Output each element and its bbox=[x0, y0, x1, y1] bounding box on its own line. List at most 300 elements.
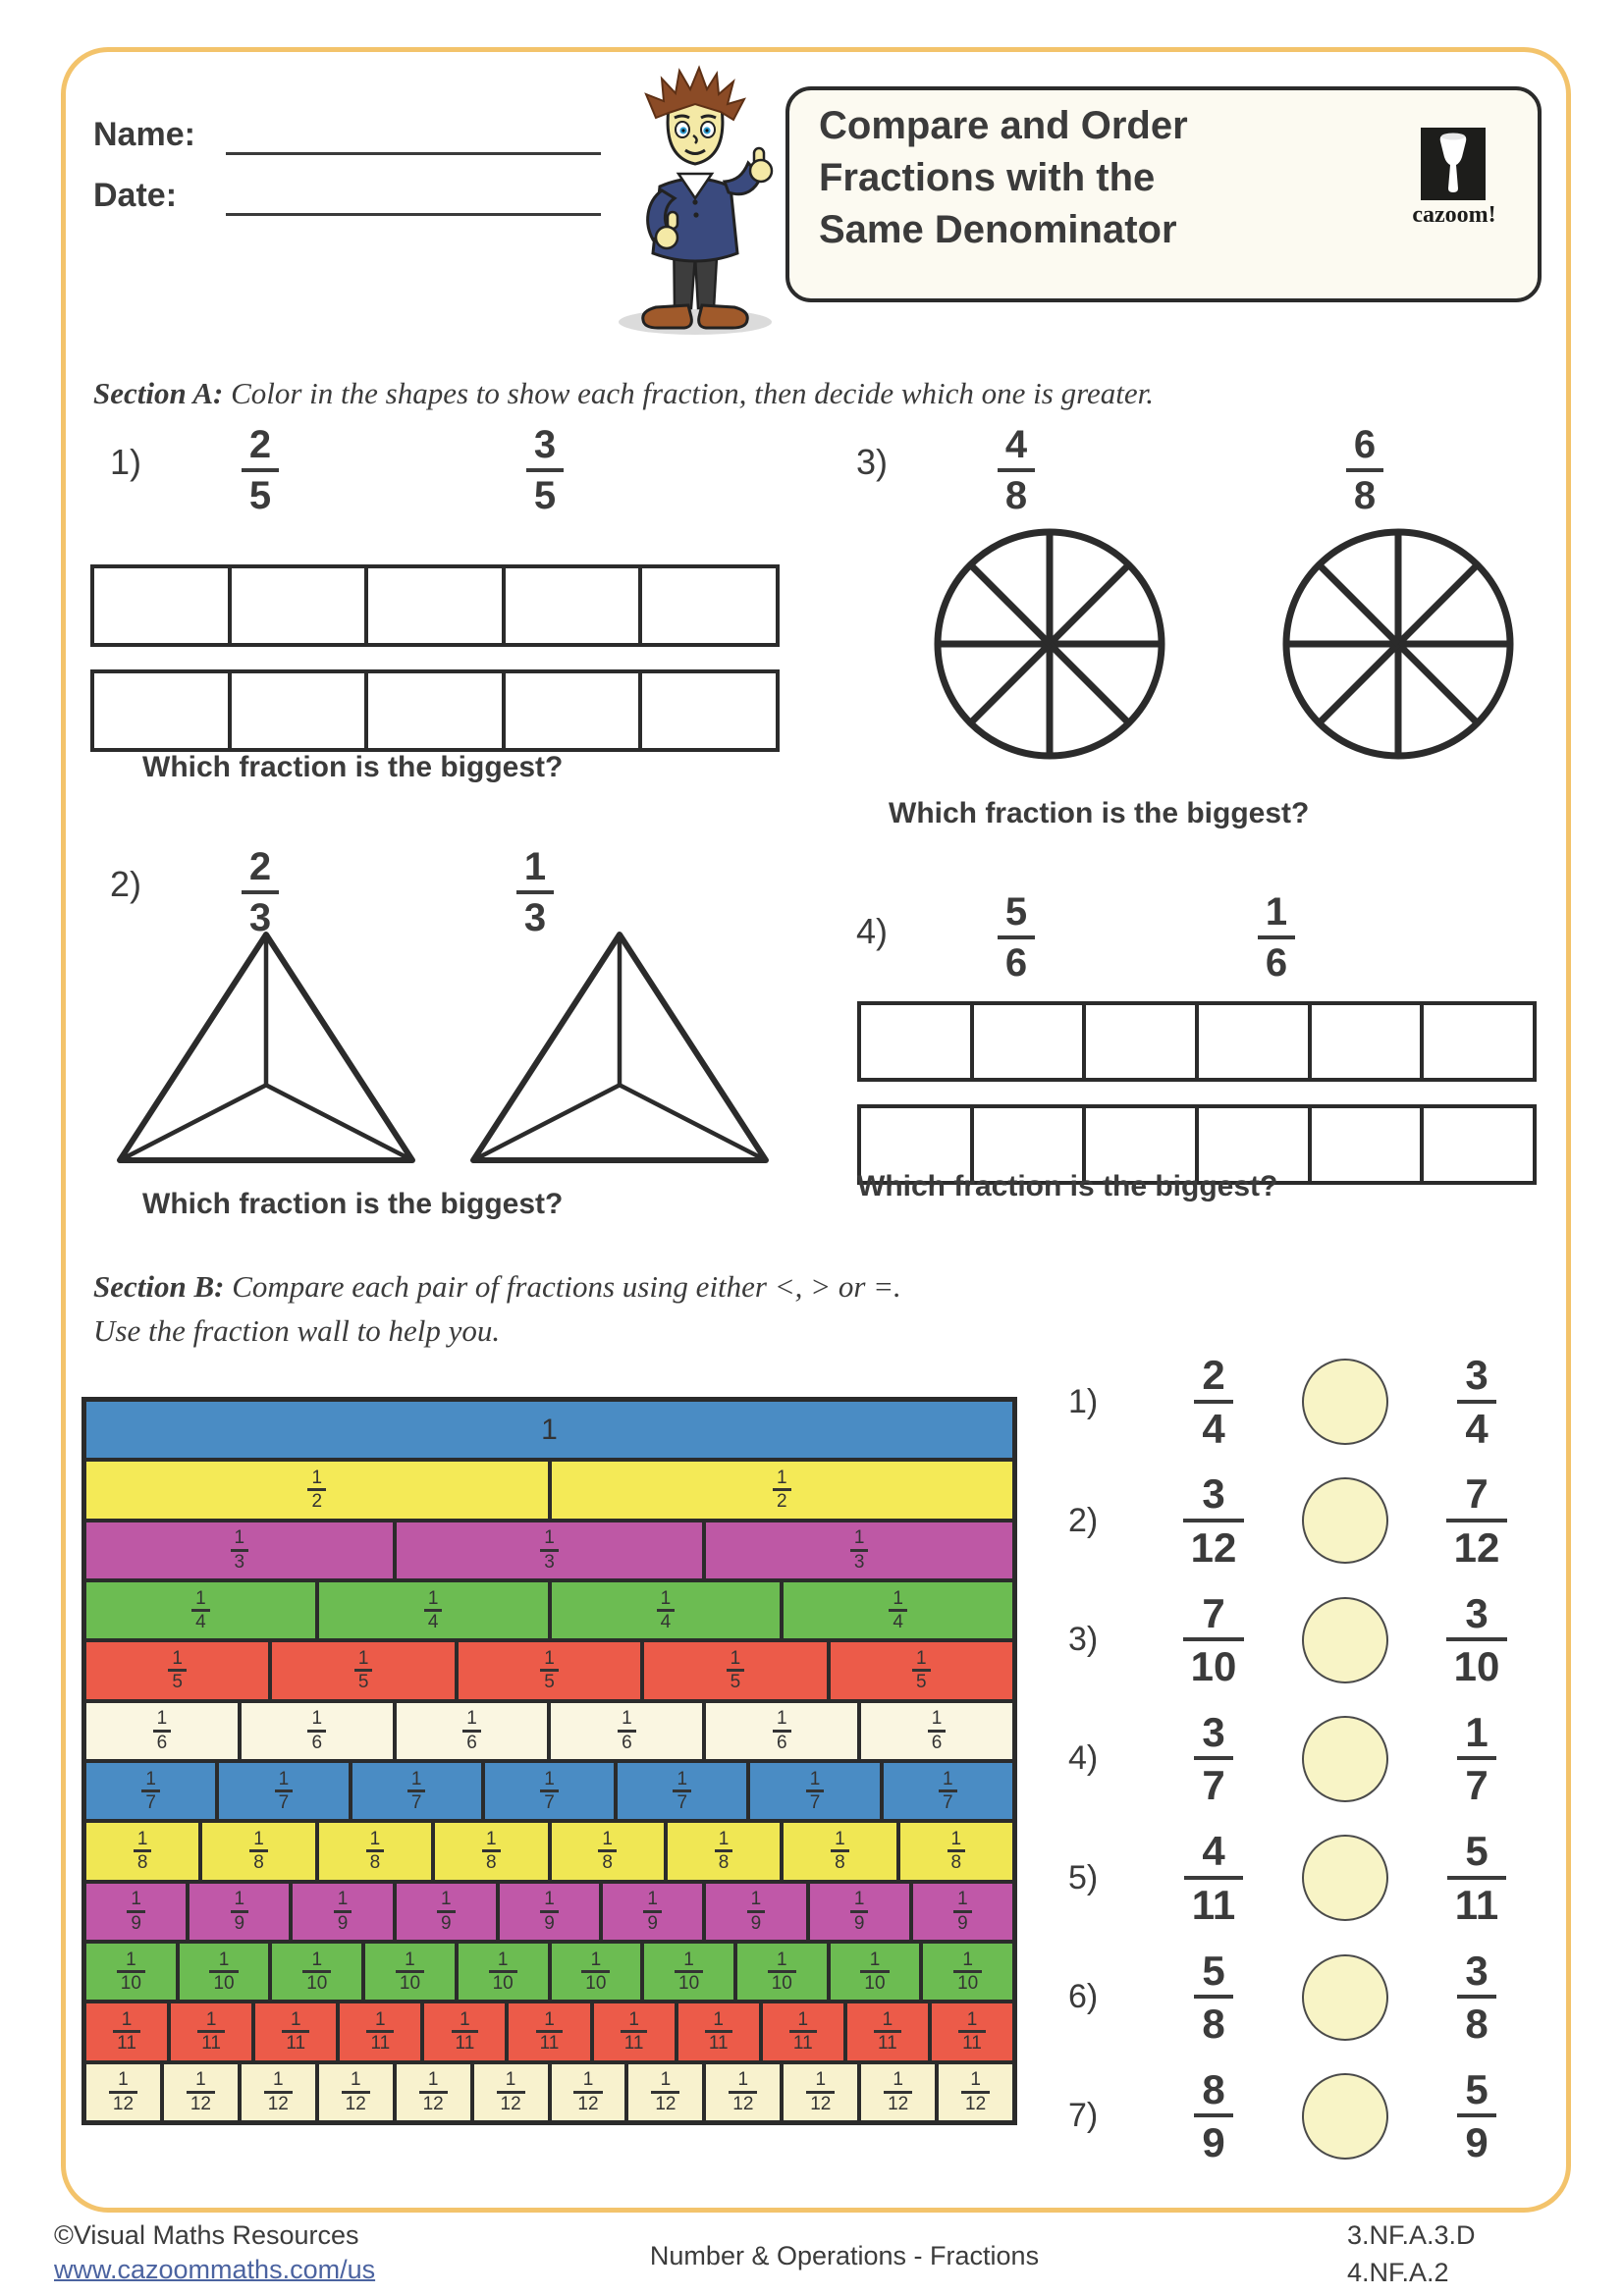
wall-cell bbox=[319, 1582, 552, 1638]
numerator: 1 bbox=[195, 2069, 206, 2091]
denominator: 9 bbox=[1457, 2113, 1495, 2164]
bar-cell[interactable] bbox=[1312, 1108, 1425, 1181]
denominator: 3 bbox=[850, 1549, 869, 1572]
fraction-wall-row-9 bbox=[86, 1884, 1012, 1944]
wall-cell bbox=[86, 2003, 171, 2059]
answer-circle[interactable] bbox=[1302, 1835, 1388, 1921]
denominator: 10 bbox=[675, 1970, 703, 1993]
fraction-wall-row-3 bbox=[86, 1522, 1012, 1582]
problem-a1-bar-2[interactable] bbox=[90, 669, 780, 752]
denominator: 4 bbox=[424, 1609, 443, 1631]
problem-a1-number: 1) bbox=[110, 442, 142, 482]
numerator: 1 bbox=[797, 2009, 809, 2031]
denominator: 6 bbox=[928, 1730, 947, 1752]
numerator: 1 bbox=[882, 2009, 893, 2031]
wall-cell bbox=[831, 1642, 1012, 1698]
fraction-wall-row-5 bbox=[86, 1642, 1012, 1702]
numerator: 1 bbox=[350, 2069, 361, 2091]
wall-cell bbox=[932, 2003, 1012, 2059]
problem-a4-fraction-left bbox=[962, 891, 1070, 985]
wall-cell bbox=[255, 2003, 340, 2059]
wall-cell bbox=[365, 1944, 459, 2000]
denominator: 12 bbox=[187, 2091, 215, 2113]
wall-cell bbox=[86, 1884, 189, 1940]
section-b-instruction-2: Use the fraction wall to help you. bbox=[93, 1313, 501, 1348]
section-a-label: Section A: bbox=[93, 376, 224, 410]
wall-cell bbox=[171, 2003, 255, 2059]
numerator: 1 bbox=[647, 1889, 658, 1910]
numerator: 1 bbox=[369, 1829, 381, 1850]
numerator: 1 bbox=[602, 1829, 613, 1850]
title-line-3: Same Denominator bbox=[819, 208, 1177, 252]
cazoom-logo-text: cazoom! bbox=[1412, 202, 1496, 228]
wall-cell bbox=[474, 2064, 552, 2120]
numerator: 1 bbox=[544, 1648, 555, 1670]
wall-cell bbox=[706, 1522, 1012, 1578]
denominator: 12 bbox=[342, 2091, 370, 2113]
numerator: 1 bbox=[205, 2009, 217, 2031]
denominator: 8 bbox=[134, 1849, 152, 1872]
denominator: 12 bbox=[1183, 1519, 1245, 1570]
denominator: 11 bbox=[197, 2030, 225, 2053]
numerator: 4 bbox=[1004, 423, 1028, 466]
denominator: 10 bbox=[768, 1970, 796, 1993]
bar-cell[interactable] bbox=[94, 673, 232, 748]
section-b-label: Section B: bbox=[93, 1269, 225, 1304]
answer-circle[interactable] bbox=[1302, 1954, 1388, 2041]
right-fraction bbox=[1408, 1353, 1545, 1451]
denominator: 7 bbox=[540, 1789, 559, 1812]
numerator: 1 bbox=[590, 1949, 602, 1970]
denominator: 9 bbox=[850, 1910, 869, 1933]
bar-cell[interactable] bbox=[1312, 1005, 1425, 1078]
answer-circle[interactable] bbox=[1302, 1477, 1388, 1564]
denominator: 5 bbox=[168, 1669, 187, 1691]
wall-cell bbox=[319, 1823, 435, 1879]
denominator: 11 bbox=[958, 2030, 986, 2053]
wall-cell bbox=[628, 2064, 706, 2120]
denominator: 12 bbox=[419, 2091, 448, 2113]
wall-cell bbox=[706, 1703, 861, 1759]
wall-cell bbox=[86, 1703, 242, 1759]
wall-cell bbox=[242, 1703, 397, 1759]
answer-circle[interactable] bbox=[1302, 1359, 1388, 1445]
denominator: 5 bbox=[727, 1669, 745, 1691]
denominator: 10 bbox=[860, 1970, 889, 1993]
wall-cell bbox=[668, 1823, 784, 1879]
numerator: 1 bbox=[497, 1949, 509, 1970]
wall-cell bbox=[180, 1944, 273, 2000]
wall-cell bbox=[352, 1763, 485, 1819]
denominator: 4 bbox=[1194, 1400, 1232, 1451]
bar-cell[interactable] bbox=[1424, 1108, 1533, 1181]
numerator: 1 bbox=[195, 1587, 206, 1609]
wall-cell bbox=[831, 1944, 924, 2000]
fraction-wall-row-12 bbox=[86, 2064, 1012, 2120]
wall-cell bbox=[202, 1823, 318, 1879]
denominator: 8 bbox=[947, 1849, 966, 1872]
numerator: 1 bbox=[893, 2069, 903, 2091]
wall-cell bbox=[86, 1642, 272, 1698]
denominator: 11 bbox=[536, 2030, 564, 2053]
wall-cell bbox=[459, 1642, 644, 1698]
problem-number: 7) bbox=[1068, 2097, 1099, 2135]
wall-cell bbox=[763, 2003, 847, 2059]
fraction-wall-row-1 bbox=[86, 1402, 1012, 1462]
numerator: 1 bbox=[713, 2009, 724, 2031]
denominator: 6 bbox=[1258, 935, 1295, 985]
fraction-wall-row-10 bbox=[86, 1944, 1012, 2003]
bar-cell[interactable] bbox=[861, 1005, 974, 1078]
numerator: 1 bbox=[916, 1648, 927, 1670]
denominator: 10 bbox=[1446, 1637, 1508, 1688]
wall-cell bbox=[293, 1884, 396, 1940]
numerator: 1 bbox=[273, 2069, 284, 2091]
numerator: 1 bbox=[544, 1527, 555, 1549]
denominator: 8 bbox=[998, 468, 1035, 517]
denominator: 11 bbox=[366, 2030, 394, 2053]
numerator: 1 bbox=[375, 2009, 386, 2031]
denominator: 7 bbox=[673, 1789, 691, 1812]
numerator: 1 bbox=[853, 1527, 865, 1549]
numerator: 1 bbox=[311, 1708, 323, 1730]
wall-cell bbox=[86, 1763, 219, 1819]
denominator: 11 bbox=[621, 2030, 648, 2053]
bar-cell[interactable] bbox=[642, 568, 776, 643]
numerator: 1 bbox=[145, 1768, 156, 1789]
denominator: 6 bbox=[153, 1730, 172, 1752]
numerator: 1 bbox=[544, 1768, 555, 1789]
standard-code-2: 4.NF.A.2 bbox=[1347, 2258, 1449, 2287]
wall-cell bbox=[618, 1763, 750, 1819]
denominator: 9 bbox=[1194, 2113, 1232, 2164]
denominator: 9 bbox=[437, 1910, 456, 1933]
fraction-wall-row-6 bbox=[86, 1703, 1012, 1763]
wall-cell-label: 1 bbox=[541, 1413, 558, 1446]
wall-cell bbox=[737, 1944, 831, 2000]
bar-cell[interactable] bbox=[506, 568, 643, 643]
numerator: 3 bbox=[1202, 1470, 1225, 1518]
denominator: 7 bbox=[939, 1789, 957, 1812]
bar-cell[interactable] bbox=[1424, 1005, 1533, 1078]
comparison-problem-1 bbox=[1068, 1347, 1545, 1457]
comparison-problem-3 bbox=[1068, 1585, 1545, 1695]
bar-cell[interactable] bbox=[1199, 1005, 1312, 1078]
date-input-line[interactable] bbox=[226, 213, 601, 216]
wall-cell bbox=[189, 1884, 293, 1940]
numerator: 7 bbox=[1465, 1470, 1489, 1518]
denominator: 12 bbox=[264, 2091, 293, 2113]
denominator: 3 bbox=[231, 1549, 249, 1572]
numerator: 1 bbox=[776, 1949, 787, 1970]
denominator: 11 bbox=[705, 2030, 732, 2053]
numerator: 1 bbox=[172, 1648, 183, 1670]
answer-slot bbox=[1282, 2073, 1408, 2160]
wall-cell bbox=[435, 1823, 551, 1879]
numerator: 5 bbox=[1465, 2066, 1489, 2113]
right-fraction bbox=[1408, 1471, 1545, 1570]
denominator: 12 bbox=[806, 2091, 835, 2113]
copyright-text: ©Visual Maths Resources bbox=[54, 2220, 359, 2250]
wall-cell bbox=[552, 1462, 1013, 1518]
denominator: 9 bbox=[747, 1910, 766, 1933]
numerator: 1 bbox=[1265, 890, 1288, 934]
comparison-problem-6 bbox=[1068, 1943, 1545, 2053]
denominator: 7 bbox=[806, 1789, 825, 1812]
numerator: 1 bbox=[677, 1768, 688, 1789]
numerator: 1 bbox=[290, 2009, 301, 2031]
denominator: 5 bbox=[526, 468, 564, 517]
wall-cell bbox=[810, 1884, 913, 1940]
denominator: 8 bbox=[1346, 468, 1383, 517]
bar-cell[interactable] bbox=[232, 673, 369, 748]
denominator: 11 bbox=[874, 2030, 901, 2053]
denominator: 5 bbox=[354, 1669, 373, 1691]
numerator: 1 bbox=[957, 1889, 968, 1910]
wall-cell bbox=[861, 1703, 1012, 1759]
wall-cell bbox=[424, 2003, 509, 2059]
numerator: 1 bbox=[730, 1648, 741, 1670]
problem-a3-circle-1[interactable] bbox=[931, 523, 1168, 765]
wall-cell bbox=[319, 2064, 397, 2120]
numerator: 7 bbox=[1202, 1589, 1225, 1636]
numerator: 1 bbox=[628, 2009, 639, 2031]
wall-cell bbox=[86, 1402, 1012, 1458]
numerator: 2 bbox=[248, 845, 272, 888]
denominator: 7 bbox=[1194, 1756, 1232, 1807]
numerator: 1 bbox=[869, 1949, 881, 1970]
problem-a3-circle-2[interactable] bbox=[1279, 523, 1517, 765]
wall-cell bbox=[86, 1462, 552, 1518]
denominator: 9 bbox=[231, 1910, 249, 1933]
numerator: 1 bbox=[486, 1829, 497, 1850]
numerator: 1 bbox=[718, 1829, 730, 1850]
left-fraction bbox=[1145, 1829, 1282, 1927]
numerator: 1 bbox=[776, 1708, 787, 1730]
right-fraction bbox=[1408, 1591, 1545, 1689]
denominator: 9 bbox=[953, 1910, 972, 1933]
denominator: 5 bbox=[540, 1669, 559, 1691]
fraction-wall-row-11 bbox=[86, 2003, 1012, 2063]
denominator: 2 bbox=[307, 1488, 326, 1511]
wall-cell bbox=[884, 1763, 1012, 1819]
left-fraction bbox=[1145, 1710, 1282, 1808]
numerator: 5 bbox=[1004, 890, 1028, 934]
left-fraction bbox=[1145, 1471, 1282, 1570]
answer-slot bbox=[1282, 1359, 1408, 1445]
denominator: 10 bbox=[953, 1970, 982, 1993]
wall-cell bbox=[552, 1823, 668, 1879]
wall-cell bbox=[552, 2064, 629, 2120]
numerator: 1 bbox=[427, 2069, 439, 2091]
wall-cell bbox=[485, 1763, 618, 1819]
denominator: 7 bbox=[141, 1789, 160, 1812]
numerator: 1 bbox=[776, 1468, 787, 1489]
denominator: 6 bbox=[462, 1730, 481, 1752]
wall-cell bbox=[219, 1763, 352, 1819]
numerator: 1 bbox=[622, 1708, 632, 1730]
numerator: 1 bbox=[750, 1889, 762, 1910]
numerator: 1 bbox=[311, 1468, 323, 1489]
numerator: 1 bbox=[943, 1768, 953, 1789]
left-fraction bbox=[1145, 1949, 1282, 2047]
numerator: 1 bbox=[853, 1889, 865, 1910]
answer-slot bbox=[1282, 1954, 1408, 2041]
wall-cell bbox=[644, 1944, 737, 2000]
denominator: 12 bbox=[573, 2091, 602, 2113]
wall-cell bbox=[397, 1522, 707, 1578]
section-a-heading bbox=[93, 376, 1488, 411]
website-link[interactable]: www.cazoommaths.com/us bbox=[54, 2255, 376, 2284]
bar-cell[interactable] bbox=[642, 673, 776, 748]
numerator: 1 bbox=[218, 1949, 230, 1970]
wall-cell bbox=[603, 1884, 706, 1940]
wall-cell bbox=[900, 1823, 1012, 1879]
denominator: 11 bbox=[282, 2030, 309, 2053]
numerator: 1 bbox=[234, 1889, 245, 1910]
denominator: 4 bbox=[191, 1609, 210, 1631]
denominator: 4 bbox=[1457, 1400, 1495, 1451]
bar-cell[interactable] bbox=[368, 673, 506, 748]
wall-cell bbox=[552, 1582, 785, 1638]
denominator: 2 bbox=[773, 1488, 791, 1511]
section-b-problems bbox=[1068, 1347, 1545, 2171]
denominator: 11 bbox=[113, 2030, 140, 2053]
numerator: 1 bbox=[440, 1889, 452, 1910]
denominator: 6 bbox=[618, 1730, 636, 1752]
problem-number: 1) bbox=[1068, 1382, 1099, 1420]
numerator: 3 bbox=[1465, 1947, 1489, 1994]
problem-number: 4) bbox=[1068, 1739, 1099, 1778]
numerator: 1 bbox=[950, 1829, 962, 1850]
numerator: 3 bbox=[533, 423, 557, 466]
wall-cell bbox=[939, 2064, 1012, 2120]
wall-cell bbox=[861, 2064, 939, 2120]
wall-cell bbox=[86, 1522, 397, 1578]
denominator: 9 bbox=[334, 1910, 352, 1933]
denominator: 8 bbox=[366, 1849, 385, 1872]
problem-a1-bar-1[interactable] bbox=[90, 564, 780, 647]
denominator: 10 bbox=[581, 1970, 610, 1993]
answer-circle[interactable] bbox=[1302, 1597, 1388, 1683]
footer-topic: Number & Operations - Fractions bbox=[649, 2241, 1040, 2270]
denominator: 9 bbox=[127, 1910, 145, 1933]
numerator: 1 bbox=[466, 1708, 477, 1730]
denominator: 10 bbox=[117, 1970, 145, 1993]
name-input-line[interactable] bbox=[226, 152, 601, 155]
wall-cell bbox=[459, 1944, 552, 2000]
left-fraction bbox=[1145, 2067, 1282, 2165]
denominator: 8 bbox=[482, 1849, 501, 1872]
denominator: 10 bbox=[489, 1970, 517, 1993]
bar-cell[interactable] bbox=[974, 1005, 1087, 1078]
fraction-wall-row-8 bbox=[86, 1823, 1012, 1883]
wall-cell bbox=[509, 2003, 593, 2059]
numerator: 1 bbox=[523, 845, 547, 888]
wall-cell bbox=[397, 2064, 474, 2120]
denominator: 8 bbox=[249, 1849, 268, 1872]
numerator: 2 bbox=[248, 423, 272, 466]
numerator: 1 bbox=[427, 1587, 439, 1609]
right-fraction bbox=[1408, 1829, 1545, 1927]
numerator: 5 bbox=[1465, 1828, 1489, 1875]
wall-cell bbox=[784, 2064, 861, 2120]
bar-cell[interactable] bbox=[94, 568, 232, 643]
problem-a4-bar-1[interactable] bbox=[857, 1001, 1537, 1082]
denominator: 3 bbox=[242, 890, 279, 939]
numerator: 1 bbox=[405, 1949, 415, 1970]
denominator: 12 bbox=[729, 2091, 757, 2113]
left-fraction bbox=[1145, 1353, 1282, 1451]
problem-a4-fraction-right bbox=[1222, 891, 1330, 985]
fraction-wall bbox=[81, 1397, 1017, 2125]
section-b-heading bbox=[93, 1269, 1488, 1305]
numerator: 1 bbox=[737, 2069, 749, 2091]
denominator: 12 bbox=[961, 2091, 990, 2113]
denominator: 4 bbox=[889, 1609, 907, 1631]
numerator: 1 bbox=[126, 1949, 136, 1970]
wall-cell bbox=[86, 1582, 319, 1638]
denominator: 6 bbox=[773, 1730, 791, 1752]
answer-circle[interactable] bbox=[1302, 2073, 1388, 2160]
problem-a2-question: Which fraction is the biggest? bbox=[142, 1188, 564, 1220]
answer-slot bbox=[1282, 1835, 1408, 1921]
numerator: 1 bbox=[357, 1648, 369, 1670]
problem-a3-fraction-right bbox=[1311, 424, 1419, 517]
wall-cell bbox=[644, 1642, 830, 1698]
numerator: 1 bbox=[582, 2069, 594, 2091]
denominator: 11 bbox=[1184, 1876, 1243, 1927]
numerator: 1 bbox=[962, 1949, 973, 1970]
bar-cell[interactable] bbox=[1086, 1005, 1199, 1078]
wall-cell bbox=[923, 1944, 1012, 2000]
numerator: 1 bbox=[337, 1889, 349, 1910]
bar-cell[interactable] bbox=[368, 568, 506, 643]
wall-cell bbox=[397, 1703, 552, 1759]
comparison-problem-7 bbox=[1068, 2061, 1545, 2171]
wall-cell bbox=[551, 1703, 706, 1759]
cazoom-logo-icon bbox=[1421, 128, 1486, 200]
denominator: 9 bbox=[643, 1910, 662, 1933]
numerator: 1 bbox=[660, 2069, 672, 2091]
numerator: 1 bbox=[156, 1708, 168, 1730]
problem-a4-question: Which fraction is the biggest? bbox=[857, 1170, 1278, 1202]
problem-a2-triangle-1[interactable] bbox=[110, 925, 422, 1168]
bar-cell[interactable] bbox=[232, 568, 369, 643]
numerator: 1 bbox=[311, 1949, 323, 1970]
right-fraction bbox=[1408, 1710, 1545, 1808]
numerator: 1 bbox=[809, 1768, 821, 1789]
numerator: 1 bbox=[835, 1829, 845, 1850]
denominator: 8 bbox=[831, 1849, 849, 1872]
problem-a3-question: Which fraction is the biggest? bbox=[889, 797, 1310, 829]
mascot-illustration bbox=[597, 55, 793, 340]
problem-a3-number: 3) bbox=[856, 442, 889, 482]
wall-cell bbox=[678, 2003, 763, 2059]
problem-number: 6) bbox=[1068, 1978, 1099, 2016]
answer-slot bbox=[1282, 1716, 1408, 1802]
section-a-instruction: Color in the shapes to show each fraction, then decide which one is greater. bbox=[223, 376, 1155, 410]
bar-cell[interactable] bbox=[506, 673, 643, 748]
denominator: 7 bbox=[275, 1789, 294, 1812]
wall-cell bbox=[86, 1823, 202, 1879]
answer-circle[interactable] bbox=[1302, 1716, 1388, 1802]
denominator: 8 bbox=[715, 1849, 733, 1872]
numerator: 3 bbox=[1465, 1589, 1489, 1636]
problem-a2-triangle-2[interactable] bbox=[463, 925, 776, 1168]
problem-a1-fraction-left bbox=[206, 424, 314, 517]
denominator: 9 bbox=[540, 1910, 559, 1933]
